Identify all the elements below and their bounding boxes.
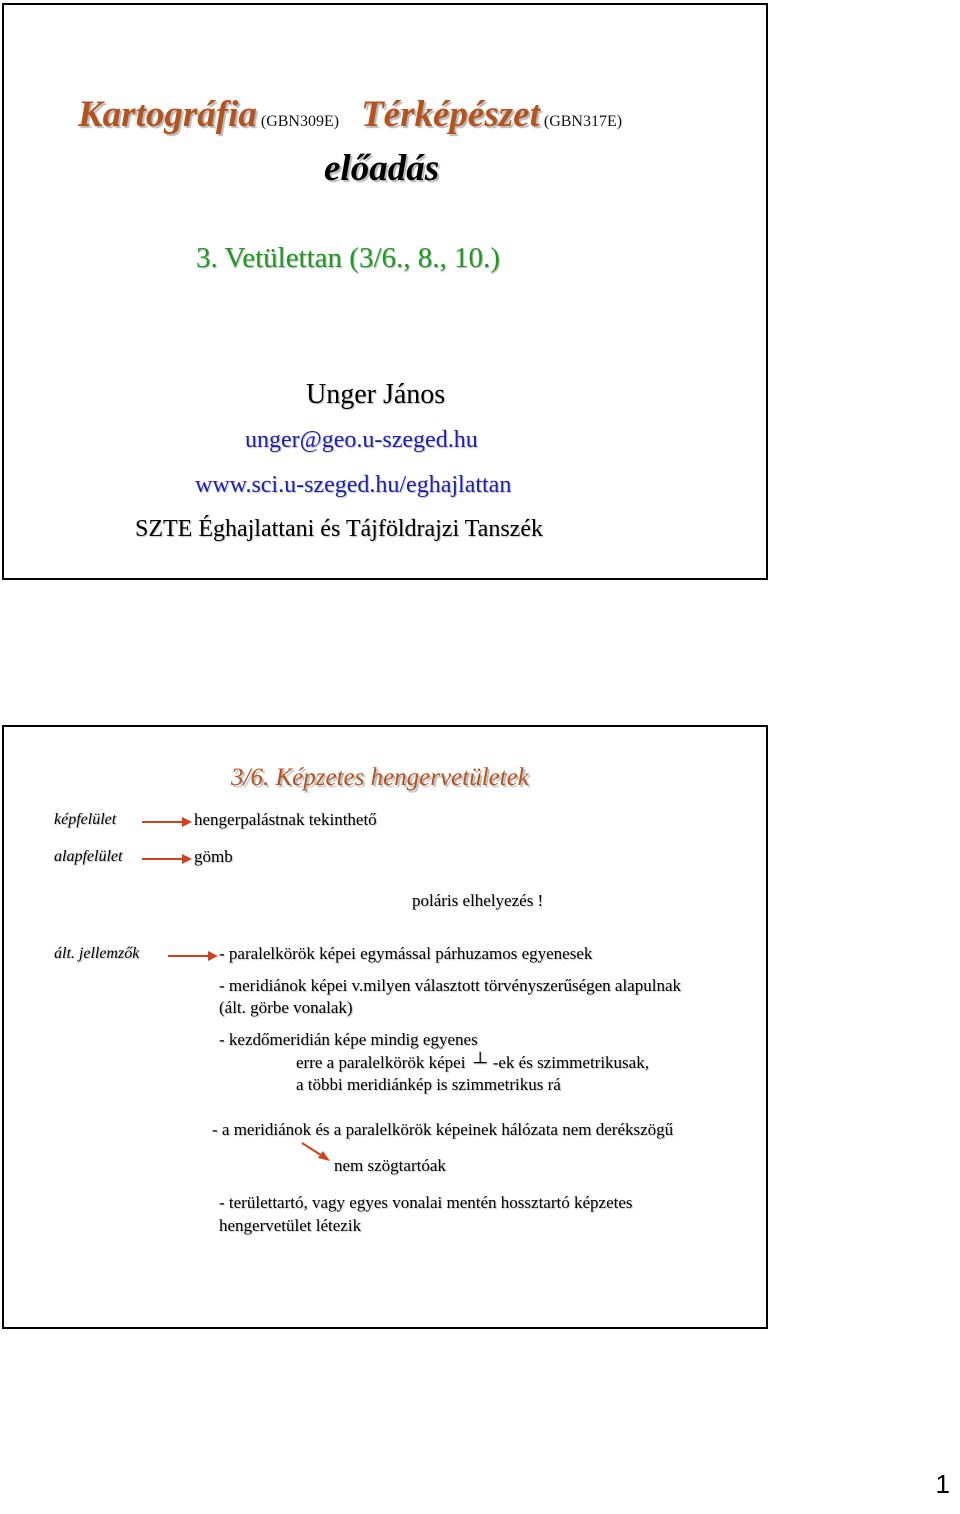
item-not-orthogonal: - a meridiánok és a paralelkörök képeinek hálózata nem derékszögű (212, 1120, 674, 1139)
item-not-conformal: nem szögtartóak (334, 1156, 446, 1175)
lecture-label: előadás (324, 148, 440, 189)
title-slide (2, 3, 768, 580)
item-equal-area-line1: - területtartó, vagy egyes vonalai mentén hossztartó képzetes (219, 1193, 633, 1212)
department-name: SZTE Éghajlattani és Tájföldrajzi Tanszék (135, 516, 543, 542)
polar-note: poláris elhelyezés ! (412, 891, 544, 910)
content-slide (2, 725, 768, 1329)
item-equal-area-line2: hengervetület létezik (219, 1216, 362, 1235)
label-jellemzok: ált. jellemzők (54, 945, 140, 962)
item-meridians-line2: (ált. görbe vonalak) (219, 998, 353, 1017)
course-title-kartografia: Kartográfia (78, 94, 257, 135)
arrow-right-icon (142, 852, 192, 866)
author-email[interactable]: unger@geo.u-szeged.hu (245, 427, 478, 453)
item-central-meridian-text-b: -ek és szimmetrikusak, (492, 1053, 649, 1072)
item-parallels: - paralelkörök képei egymással párhuzamos egyenesek (219, 944, 593, 963)
label-kepfelulet: képfelület (54, 811, 117, 828)
item-central-meridian-text-a: erre a paralelkörök képei (296, 1053, 466, 1072)
author-name: Unger János (306, 379, 446, 410)
website-link[interactable]: www.sci.u-szeged.hu/eghajlattan (195, 472, 512, 498)
slide-title: 3/6. Képzetes hengervetületek (231, 764, 529, 791)
course-code-1: (GBN309E) (260, 113, 340, 130)
item-meridians-line1: - meridiánok képei v.milyen választott törvényszerűségen alapulnak (219, 976, 681, 995)
lecture-subtitle: 3. Vetülettan (3/6., 8., 10.) (196, 242, 500, 274)
item-central-meridian: - kezdőmeridián képe mindig egyenes (219, 1030, 478, 1049)
text-kepfelulet: hengerpalástnak tekinthető (194, 810, 377, 829)
item-central-meridian-line2 (296, 1052, 649, 1073)
text-alapfelulet: gömb (194, 847, 233, 866)
label-alapfelulet: alapfelület (54, 848, 123, 865)
item-symmetric: a többi meridiánkép is szimmetrikus rá (296, 1075, 561, 1094)
arrow-right-icon (142, 815, 192, 829)
arrow-down-right-icon (302, 1143, 332, 1163)
perpendicular-icon: ┴ (473, 1052, 487, 1072)
course-code-2: (GBN317E) (543, 113, 623, 130)
course-title-terkepeszet: Térképészet (361, 94, 540, 135)
page-number: 1 (935, 1469, 950, 1499)
course-title-line (78, 93, 622, 136)
arrow-right-icon (168, 949, 218, 963)
